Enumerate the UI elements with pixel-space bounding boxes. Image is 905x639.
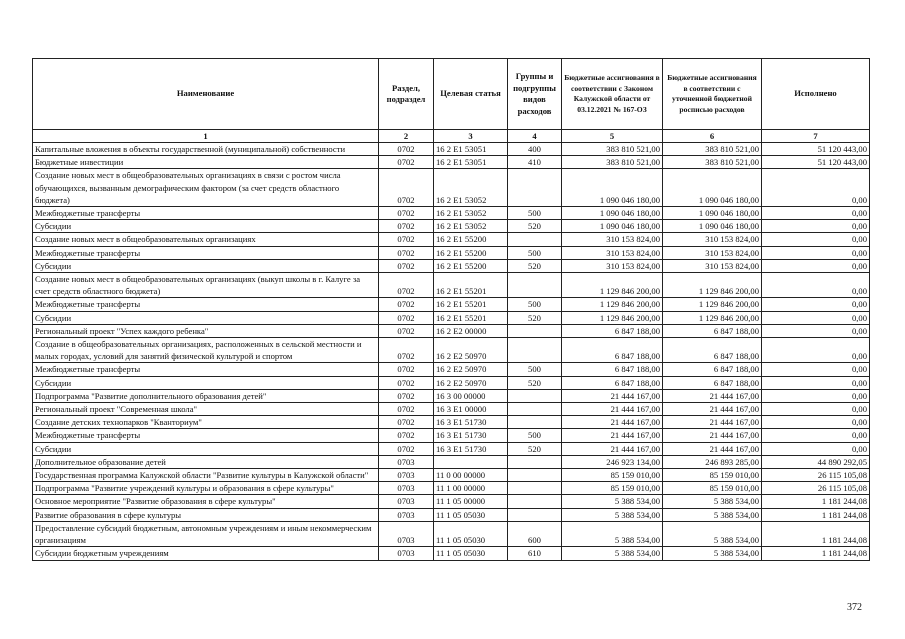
row-target: 11 1 05 00000 — [434, 495, 508, 508]
row-law-amount: 21 444 167,00 — [562, 429, 663, 442]
row-executed-amount: 44 890 292,05 — [762, 455, 870, 468]
table-row — [33, 508, 870, 521]
row-target: 16 2 E2 50970 — [434, 338, 508, 363]
header-target: Целевая статья — [434, 59, 508, 130]
row-law-amount: 5 388 534,00 — [562, 521, 663, 546]
table-row — [33, 495, 870, 508]
row-name: Создание детских технопарков "Кванториум" — [33, 416, 379, 429]
row-executed-amount: 0,00 — [762, 429, 870, 442]
row-executed-amount: 0,00 — [762, 169, 870, 207]
row-group — [508, 508, 562, 521]
row-group: 500 — [508, 207, 562, 220]
column-number: 7 — [762, 130, 870, 143]
row-refined-amount: 5 388 534,00 — [663, 521, 762, 546]
header-name: Наименование — [33, 59, 379, 130]
row-refined-amount: 1 090 046 180,00 — [663, 169, 762, 207]
row-name: Субсидии — [33, 259, 379, 272]
row-target: 11 0 00 00000 — [434, 469, 508, 482]
row-group: 610 — [508, 547, 562, 560]
row-group — [508, 416, 562, 429]
row-target: 16 3 E1 51730 — [434, 429, 508, 442]
row-target: 16 2 E1 53052 — [434, 220, 508, 233]
row-name: Межбюджетные трансферты — [33, 246, 379, 259]
row-law-amount: 5 388 534,00 — [562, 547, 663, 560]
row-section: 0703 — [379, 495, 434, 508]
row-group: 500 — [508, 429, 562, 442]
row-section: 0702 — [379, 298, 434, 311]
row-law-amount: 21 444 167,00 — [562, 442, 663, 455]
row-target: 16 2 E2 00000 — [434, 324, 508, 337]
row-section: 0702 — [379, 324, 434, 337]
row-name: Субсидии бюджетным учреждениям — [33, 547, 379, 560]
row-group — [508, 273, 562, 298]
row-refined-amount: 5 388 534,00 — [663, 547, 762, 560]
column-number: 3 — [434, 130, 508, 143]
row-executed-amount: 0,00 — [762, 207, 870, 220]
row-target: 16 2 E2 50970 — [434, 376, 508, 389]
table-row — [33, 469, 870, 482]
row-law-amount: 6 847 188,00 — [562, 338, 663, 363]
row-section: 0702 — [379, 143, 434, 156]
row-refined-amount: 310 153 824,00 — [663, 246, 762, 259]
row-executed-amount: 0,00 — [762, 298, 870, 311]
row-refined-amount: 6 847 188,00 — [663, 324, 762, 337]
column-number: 1 — [33, 130, 379, 143]
row-name: Капитальные вложения в объекты государственной (муниципальной) собственности — [33, 143, 379, 156]
row-law-amount: 1 090 046 180,00 — [562, 207, 663, 220]
column-number: 6 — [663, 130, 762, 143]
table-row — [33, 324, 870, 337]
row-target: 11 1 05 05030 — [434, 508, 508, 521]
row-executed-amount: 0,00 — [762, 220, 870, 233]
column-number: 4 — [508, 130, 562, 143]
budget-sheet — [32, 58, 869, 561]
row-section: 0703 — [379, 469, 434, 482]
row-law-amount: 6 847 188,00 — [562, 363, 663, 376]
row-name: Субсидии — [33, 220, 379, 233]
row-section: 0702 — [379, 363, 434, 376]
row-name: Субсидии — [33, 311, 379, 324]
row-law-amount: 1 090 046 180,00 — [562, 220, 663, 233]
row-refined-amount: 1 090 046 180,00 — [663, 220, 762, 233]
row-section: 0703 — [379, 482, 434, 495]
row-name: Межбюджетные трансферты — [33, 298, 379, 311]
row-executed-amount: 0,00 — [762, 403, 870, 416]
row-group: 520 — [508, 259, 562, 272]
row-executed-amount: 0,00 — [762, 311, 870, 324]
row-group — [508, 338, 562, 363]
row-section: 0702 — [379, 220, 434, 233]
header-law: Бюджетные ассигнования в соответствии с Законом Калужской области от 03.12.2021 № 167-ОЗ — [562, 59, 663, 130]
header-row — [33, 59, 870, 130]
row-group: 500 — [508, 363, 562, 376]
row-name: Государственная программа Калужской области "Развитие культуры в Калужской области" — [33, 469, 379, 482]
row-executed-amount: 1 181 244,08 — [762, 521, 870, 546]
row-law-amount: 1 129 846 200,00 — [562, 273, 663, 298]
table-row — [33, 389, 870, 402]
row-name: Межбюджетные трансферты — [33, 363, 379, 376]
table-row — [33, 376, 870, 389]
row-section: 0702 — [379, 376, 434, 389]
row-section: 0702 — [379, 338, 434, 363]
row-refined-amount: 1 129 846 200,00 — [663, 298, 762, 311]
row-executed-amount: 0,00 — [762, 324, 870, 337]
row-section: 0702 — [379, 442, 434, 455]
table-row — [33, 233, 870, 246]
table-row — [33, 482, 870, 495]
row-group: 520 — [508, 220, 562, 233]
row-group: 500 — [508, 246, 562, 259]
row-executed-amount: 0,00 — [762, 363, 870, 376]
row-executed-amount: 51 120 443,00 — [762, 156, 870, 169]
row-group — [508, 455, 562, 468]
row-name: Межбюджетные трансферты — [33, 207, 379, 220]
row-name: Подпрограмма "Развитие учреждений культуры и образования в сфере культуры" — [33, 482, 379, 495]
row-group — [508, 389, 562, 402]
row-group: 400 — [508, 143, 562, 156]
row-section: 0702 — [379, 233, 434, 246]
row-refined-amount: 21 444 167,00 — [663, 442, 762, 455]
row-refined-amount: 246 893 285,00 — [663, 455, 762, 468]
row-refined-amount: 21 444 167,00 — [663, 429, 762, 442]
table-row — [33, 298, 870, 311]
row-refined-amount: 310 153 824,00 — [663, 259, 762, 272]
row-name: Предоставление субсидий бюджетным, автономным учреждениям и иным некоммерческим организациям — [33, 521, 379, 546]
row-group: 410 — [508, 156, 562, 169]
row-law-amount: 310 153 824,00 — [562, 233, 663, 246]
row-group: 520 — [508, 376, 562, 389]
row-target: 16 2 E1 53051 — [434, 143, 508, 156]
page-number: 372 — [847, 602, 862, 613]
row-law-amount: 6 847 188,00 — [562, 376, 663, 389]
row-law-amount: 383 810 521,00 — [562, 156, 663, 169]
table-row — [33, 220, 870, 233]
row-name: Субсидии — [33, 376, 379, 389]
row-refined-amount: 85 159 010,00 — [663, 469, 762, 482]
table-row — [33, 311, 870, 324]
row-group: 500 — [508, 298, 562, 311]
row-section: 0702 — [379, 311, 434, 324]
row-refined-amount: 1 090 046 180,00 — [663, 207, 762, 220]
row-executed-amount: 26 115 105,08 — [762, 482, 870, 495]
row-section: 0703 — [379, 521, 434, 546]
row-law-amount: 85 159 010,00 — [562, 482, 663, 495]
row-law-amount: 6 847 188,00 — [562, 324, 663, 337]
row-target: 16 2 E1 55200 — [434, 259, 508, 272]
row-refined-amount: 1 129 846 200,00 — [663, 311, 762, 324]
row-group — [508, 403, 562, 416]
row-section: 0703 — [379, 547, 434, 560]
column-number: 2 — [379, 130, 434, 143]
row-name: Региональный проект "Современная школа" — [33, 403, 379, 416]
row-group — [508, 324, 562, 337]
row-target: 11 1 05 05030 — [434, 547, 508, 560]
row-law-amount: 5 388 534,00 — [562, 495, 663, 508]
row-name: Создание новых мест в общеобразовательных организациях (выкуп школы в г. Калуге за счет средств областного бюджета) — [33, 273, 379, 298]
row-law-amount: 246 923 134,00 — [562, 455, 663, 468]
table-row — [33, 363, 870, 376]
row-group — [508, 233, 562, 246]
table-row — [33, 442, 870, 455]
row-section: 0702 — [379, 403, 434, 416]
row-law-amount: 85 159 010,00 — [562, 469, 663, 482]
row-executed-amount: 0,00 — [762, 259, 870, 272]
row-name: Дополнительное образование детей — [33, 455, 379, 468]
table-row — [33, 455, 870, 468]
row-refined-amount: 383 810 521,00 — [663, 143, 762, 156]
row-group: 520 — [508, 442, 562, 455]
row-name: Развитие образования в сфере культуры — [33, 508, 379, 521]
row-name: Региональный проект "Успех каждого ребенка" — [33, 324, 379, 337]
row-name: Межбюджетные трансферты — [33, 429, 379, 442]
row-section: 0702 — [379, 389, 434, 402]
row-law-amount: 21 444 167,00 — [562, 403, 663, 416]
row-law-amount: 310 153 824,00 — [562, 259, 663, 272]
table-body — [33, 143, 870, 561]
row-refined-amount: 6 847 188,00 — [663, 338, 762, 363]
row-target: 16 2 E1 53052 — [434, 207, 508, 220]
row-section: 0702 — [379, 169, 434, 207]
row-refined-amount: 21 444 167,00 — [663, 416, 762, 429]
row-refined-amount: 85 159 010,00 — [663, 482, 762, 495]
row-target: 16 3 E1 00000 — [434, 403, 508, 416]
row-refined-amount: 310 153 824,00 — [663, 233, 762, 246]
row-refined-amount: 1 129 846 200,00 — [663, 273, 762, 298]
row-section: 0702 — [379, 273, 434, 298]
row-executed-amount: 51 120 443,00 — [762, 143, 870, 156]
table-row — [33, 207, 870, 220]
table-row — [33, 143, 870, 156]
row-target: 16 2 E1 53052 — [434, 169, 508, 207]
row-section: 0702 — [379, 156, 434, 169]
row-target: 11 1 00 00000 — [434, 482, 508, 495]
row-refined-amount: 5 388 534,00 — [663, 495, 762, 508]
row-target — [434, 455, 508, 468]
row-section: 0702 — [379, 416, 434, 429]
row-executed-amount: 0,00 — [762, 233, 870, 246]
row-refined-amount: 21 444 167,00 — [663, 389, 762, 402]
row-executed-amount: 0,00 — [762, 376, 870, 389]
row-group — [508, 482, 562, 495]
row-section: 0702 — [379, 429, 434, 442]
row-name: Бюджетные инвестиции — [33, 156, 379, 169]
row-executed-amount: 1 181 244,08 — [762, 495, 870, 508]
row-law-amount: 310 153 824,00 — [562, 246, 663, 259]
row-section: 0703 — [379, 508, 434, 521]
row-target: 16 3 00 00000 — [434, 389, 508, 402]
row-section: 0703 — [379, 455, 434, 468]
table-row — [33, 521, 870, 546]
row-group — [508, 495, 562, 508]
column-number: 5 — [562, 130, 663, 143]
row-name: Создание в общеобразовательных организациях, расположенных в сельской местности и малых городах, условий для занятий физической культурой и спортом — [33, 338, 379, 363]
table-row — [33, 246, 870, 259]
table-row — [33, 338, 870, 363]
row-section: 0702 — [379, 259, 434, 272]
row-executed-amount: 1 181 244,08 — [762, 547, 870, 560]
header-executed: Исполнено — [762, 59, 870, 130]
row-target: 11 1 05 05030 — [434, 521, 508, 546]
row-executed-amount: 0,00 — [762, 338, 870, 363]
table-row — [33, 169, 870, 207]
table-row — [33, 547, 870, 560]
column-number-row — [33, 130, 870, 143]
row-target: 16 2 E1 55200 — [434, 233, 508, 246]
header-refined: Бюджетные ассигнования в соответствии с уточненной бюджетной росписью расходов — [663, 59, 762, 130]
row-name: Субсидии — [33, 442, 379, 455]
row-target: 16 3 E1 51730 — [434, 416, 508, 429]
row-executed-amount: 0,00 — [762, 273, 870, 298]
row-executed-amount: 0,00 — [762, 246, 870, 259]
row-target: 16 2 E1 53051 — [434, 156, 508, 169]
table-row — [33, 416, 870, 429]
row-refined-amount: 6 847 188,00 — [663, 376, 762, 389]
table-row — [33, 156, 870, 169]
row-executed-amount: 0,00 — [762, 442, 870, 455]
row-law-amount: 21 444 167,00 — [562, 416, 663, 429]
row-target: 16 2 E1 55201 — [434, 298, 508, 311]
row-refined-amount: 6 847 188,00 — [663, 363, 762, 376]
budget-table — [32, 58, 870, 561]
row-group: 520 — [508, 311, 562, 324]
row-executed-amount: 1 181 244,08 — [762, 508, 870, 521]
row-group: 600 — [508, 521, 562, 546]
row-target: 16 2 E2 50970 — [434, 363, 508, 376]
row-law-amount: 1 090 046 180,00 — [562, 169, 663, 207]
row-section: 0702 — [379, 246, 434, 259]
row-law-amount: 5 388 534,00 — [562, 508, 663, 521]
row-section: 0702 — [379, 207, 434, 220]
row-executed-amount: 0,00 — [762, 389, 870, 402]
row-refined-amount: 383 810 521,00 — [663, 156, 762, 169]
table-row — [33, 429, 870, 442]
row-group — [508, 169, 562, 207]
row-law-amount: 21 444 167,00 — [562, 389, 663, 402]
row-law-amount: 383 810 521,00 — [562, 143, 663, 156]
row-name: Подпрограмма "Развитие дополнительного образования детей" — [33, 389, 379, 402]
row-target: 16 2 E1 55201 — [434, 311, 508, 324]
header-section: Раздел, подраздел — [379, 59, 434, 130]
row-name: Создание новых мест в общеобразовательных организациях — [33, 233, 379, 246]
row-name: Основное мероприятие "Развитие образования в сфере культуры" — [33, 495, 379, 508]
row-name: Создание новых мест в общеобразовательных организациях в связи с ростом числа обучающихся, вызванным демографическим фактором (за счет средств областного бюджета) — [33, 169, 379, 207]
table-row — [33, 273, 870, 298]
row-executed-amount: 0,00 — [762, 416, 870, 429]
header-groups: Группы и подгруппы видов расходов — [508, 59, 562, 130]
table-row — [33, 259, 870, 272]
row-refined-amount: 5 388 534,00 — [663, 508, 762, 521]
table-row — [33, 403, 870, 416]
row-target: 16 2 E1 55200 — [434, 246, 508, 259]
row-target: 16 2 E1 55201 — [434, 273, 508, 298]
row-executed-amount: 26 115 105,08 — [762, 469, 870, 482]
row-law-amount: 1 129 846 200,00 — [562, 298, 663, 311]
row-refined-amount: 21 444 167,00 — [663, 403, 762, 416]
row-group — [508, 469, 562, 482]
row-target: 16 3 E1 51730 — [434, 442, 508, 455]
row-law-amount: 1 129 846 200,00 — [562, 311, 663, 324]
